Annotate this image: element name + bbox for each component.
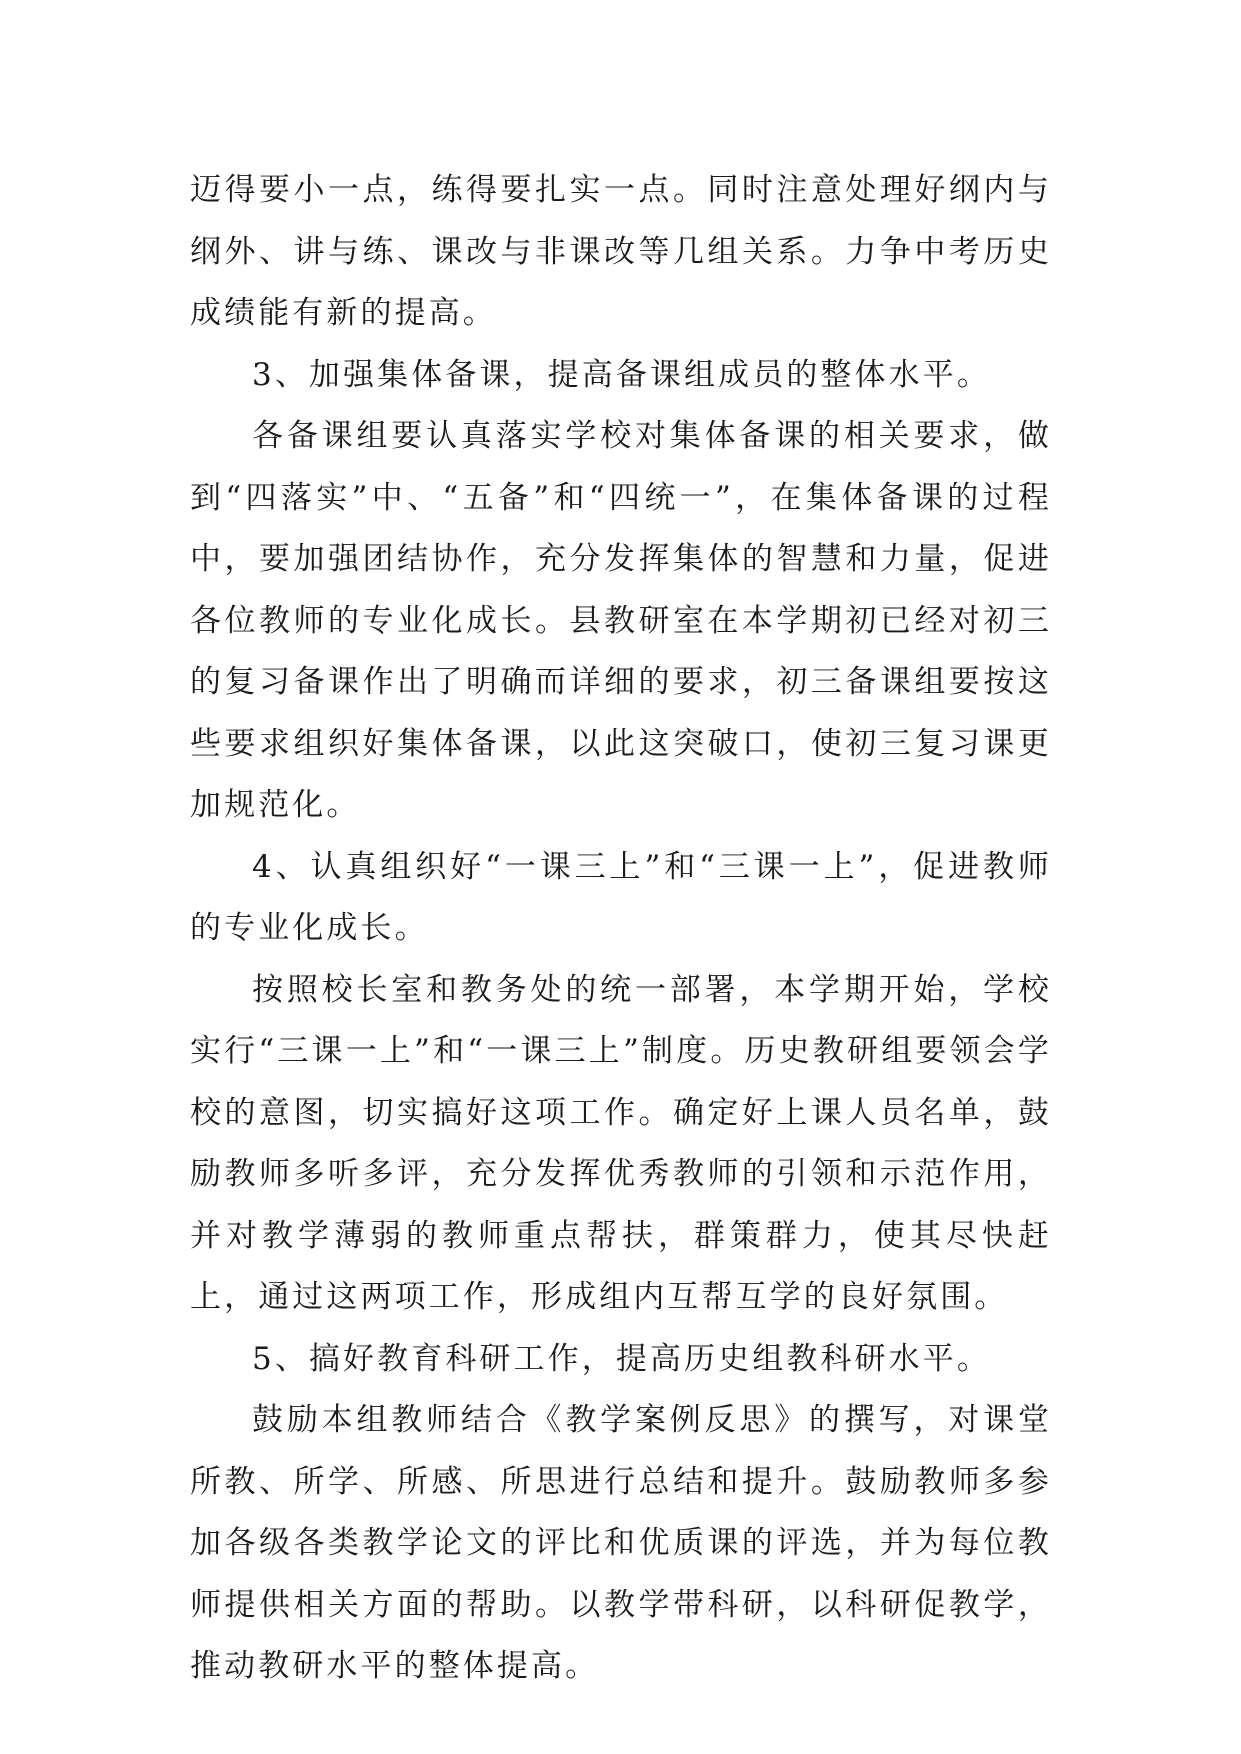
section-heading-4: 4、认真组织好“一课三上”和“三课一上”，促进教师的专业化成长。 xyxy=(190,848,1052,946)
document-body xyxy=(190,160,1052,1698)
paragraph-lesson-system: 按照校长室和教务处的统一部署，本学期开始，学校实行“三课一上”和“一课三上”制度。历史教研组要领会学校的意图，切实搞好这项工作。确定好上课人员名单，鼓励教师多听多评，充分发挥优秀教师的引领和示范作用，并对教学薄弱的教师重点帮扶，群策群力，使其尽快赶上，通过这两项工作，形成组内互帮互学的良好氛围。 xyxy=(190,971,1052,1315)
paragraph-research-work: 鼓励本组教师结合《教学案例反思》的撰写，对课堂所教、所学、所感、所思进行总结和提升。鼓励教师多参加各级各类教学论文的评比和优质课的评选，并为每位教师提供相关方面的帮助。以教学带科研，以科研促教学，推动教研水平的整体提高。 xyxy=(190,1402,1052,1684)
section-heading-3: 3、加强集体备课，提高备课组成员的整体水平。 xyxy=(252,356,991,393)
paragraph-collective-lesson-prep: 各备课组要认真落实学校对集体备课的相关要求，做到“四落实”中、“五备”和“四统一”，在集体备课的过程中，要加强团结协作，充分发挥集体的智慧和力量，促进各位教师的专业化成长。县教研室在本学期初已经对初三的复习备课作出了明确而详细的要求，初三备课组要按这些要求组织好集体备课，以此这突破口，使初三复习课更加规范化。 xyxy=(190,418,1052,823)
paragraph-continuation: 迈得要小一点，练得要扎实一点。同时注意处理好纲内与纲外、讲与练、课改与非课改等几组关系。力争中考历史成绩能有新的提高。 xyxy=(190,172,1052,331)
section-heading-5: 5、搞好教育科研工作，提高历史组教科研水平。 xyxy=(252,1340,991,1377)
